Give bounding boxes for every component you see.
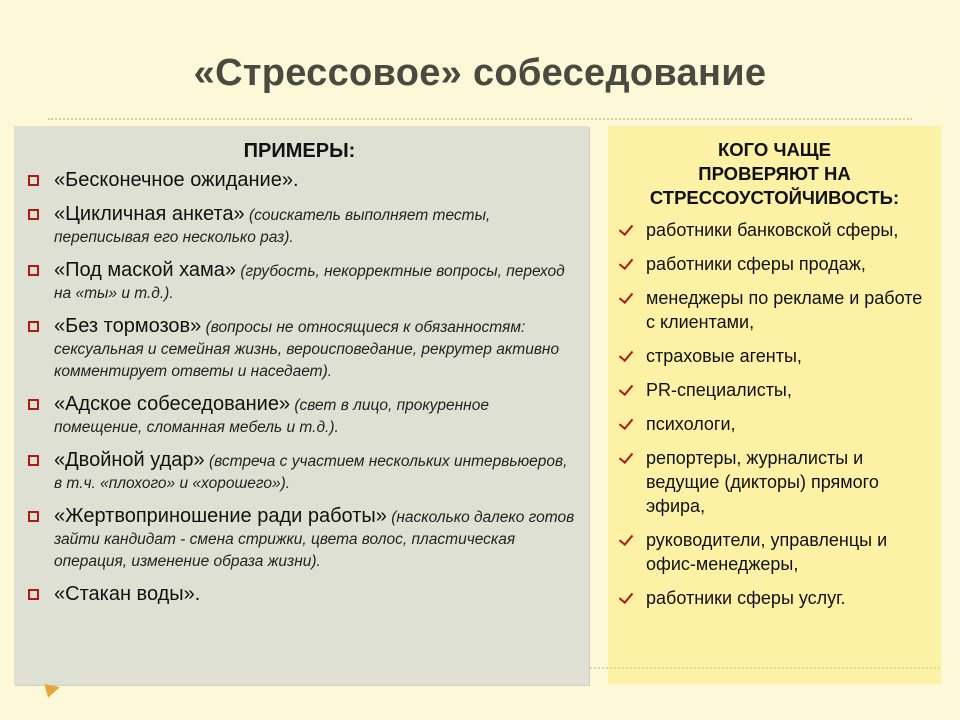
- example-item: [24, 315, 579, 383]
- who-item-label: страховые агенты,: [646, 346, 802, 366]
- square-bullet-icon: [28, 265, 39, 276]
- example-item: [24, 203, 579, 249]
- example-item: [24, 583, 579, 607]
- who-item: [620, 412, 929, 436]
- example-title: «Под маской хама»: [54, 259, 237, 281]
- example-note: (соискатель выполняет тесты, переписывая его несколько раз).: [54, 207, 491, 246]
- who-heading-line: СТРЕССОУСТОЙЧИВОСТЬ:: [649, 187, 900, 208]
- who-heading-line: КОГО ЧАЩЕ: [717, 139, 831, 160]
- checkmark-icon: [619, 415, 633, 430]
- who-item: [620, 286, 929, 334]
- who-item-label: работники банковской сферы,: [646, 220, 899, 240]
- example-item: [24, 449, 579, 495]
- examples-heading: ПРИМЕРЫ:: [243, 140, 356, 162]
- square-bullet-icon: [28, 511, 39, 522]
- examples-panel: [14, 126, 589, 685]
- square-bullet-icon: [28, 399, 39, 410]
- checkmark-icon: [619, 589, 633, 604]
- example-item: [24, 505, 579, 573]
- title-divider: [48, 118, 912, 120]
- who-item: [620, 528, 929, 576]
- square-bullet-icon: [28, 321, 39, 332]
- checkmark-icon: [619, 531, 633, 546]
- who-item-label: работники сферы услуг.: [646, 588, 846, 608]
- who-heading-line: ПРОВЕРЯЮТ НА: [698, 163, 851, 184]
- checkmark-icon: [619, 381, 633, 396]
- who-item-label: репортеры, журналисты и ведущие (дикторы) прямого эфира,: [646, 448, 879, 516]
- examples-list: [24, 169, 579, 607]
- square-bullet-icon: [28, 589, 39, 600]
- example-title: «Жертвоприношение ради работы»: [54, 505, 387, 527]
- example-note: (вопросы не относящиеся к обязанностям: сексуальная и семейная жизнь, вероисповедание, рекрутер активно комментирует ответы и наседает).: [54, 319, 560, 380]
- who-heading: [620, 138, 929, 210]
- example-title: «Бесконечное ожидание».: [54, 169, 299, 191]
- example-item: [24, 169, 579, 193]
- who-item-label: работники сферы продаж,: [646, 254, 866, 274]
- slide-title: «Стрессовое» собеседование: [193, 52, 767, 94]
- who-item: [620, 218, 929, 242]
- checkmark-icon: [619, 255, 633, 270]
- who-item: [620, 446, 929, 518]
- example-title: «Без тормозов»: [54, 315, 202, 337]
- example-note: (встреча с участием нескольких интервьюеров, в т.ч. «плохого» и «хорошего»).: [54, 453, 568, 492]
- example-note: (свет в лицо, прокуренное помещение, сломанная мебель и т.д.).: [54, 397, 489, 436]
- who-item-label: менеджеры по рекламе и работе с клиентами,: [646, 288, 923, 332]
- who-item: [620, 252, 929, 276]
- square-bullet-icon: [28, 209, 39, 220]
- example-item: [24, 259, 579, 305]
- who-list: [620, 218, 929, 610]
- who-item-label: руководители, управленцы и офис-менеджеры,: [646, 530, 888, 574]
- square-bullet-icon: [28, 175, 39, 186]
- checkmark-icon: [619, 347, 633, 362]
- example-title: «Стакан воды».: [54, 583, 201, 605]
- square-bullet-icon: [28, 455, 39, 466]
- example-title: «Адское собеседование»: [54, 393, 291, 415]
- who-item: [620, 378, 929, 402]
- who-item: [620, 344, 929, 368]
- example-note: (грубость, некорректные вопросы, переход на «ты» и т.д.).: [54, 263, 565, 302]
- who-item-label: психологи,: [646, 414, 736, 434]
- example-item: [24, 393, 579, 439]
- checkmark-icon: [619, 289, 633, 304]
- checkmark-icon: [619, 449, 633, 464]
- checkmark-icon: [619, 221, 633, 236]
- example-title: «Двойной удар»: [54, 449, 205, 471]
- who-item: [620, 586, 929, 610]
- bottom-divider: [590, 667, 940, 669]
- who-item-label: PR-специалисты,: [646, 380, 792, 400]
- example-note: (насколько далеко готов зайти кандидат - смена стрижки, цвета волос, пластическая операция, изменение образа жизни).: [54, 509, 575, 570]
- example-title: «Цикличная анкета»: [54, 203, 245, 225]
- who-panel: [608, 126, 941, 684]
